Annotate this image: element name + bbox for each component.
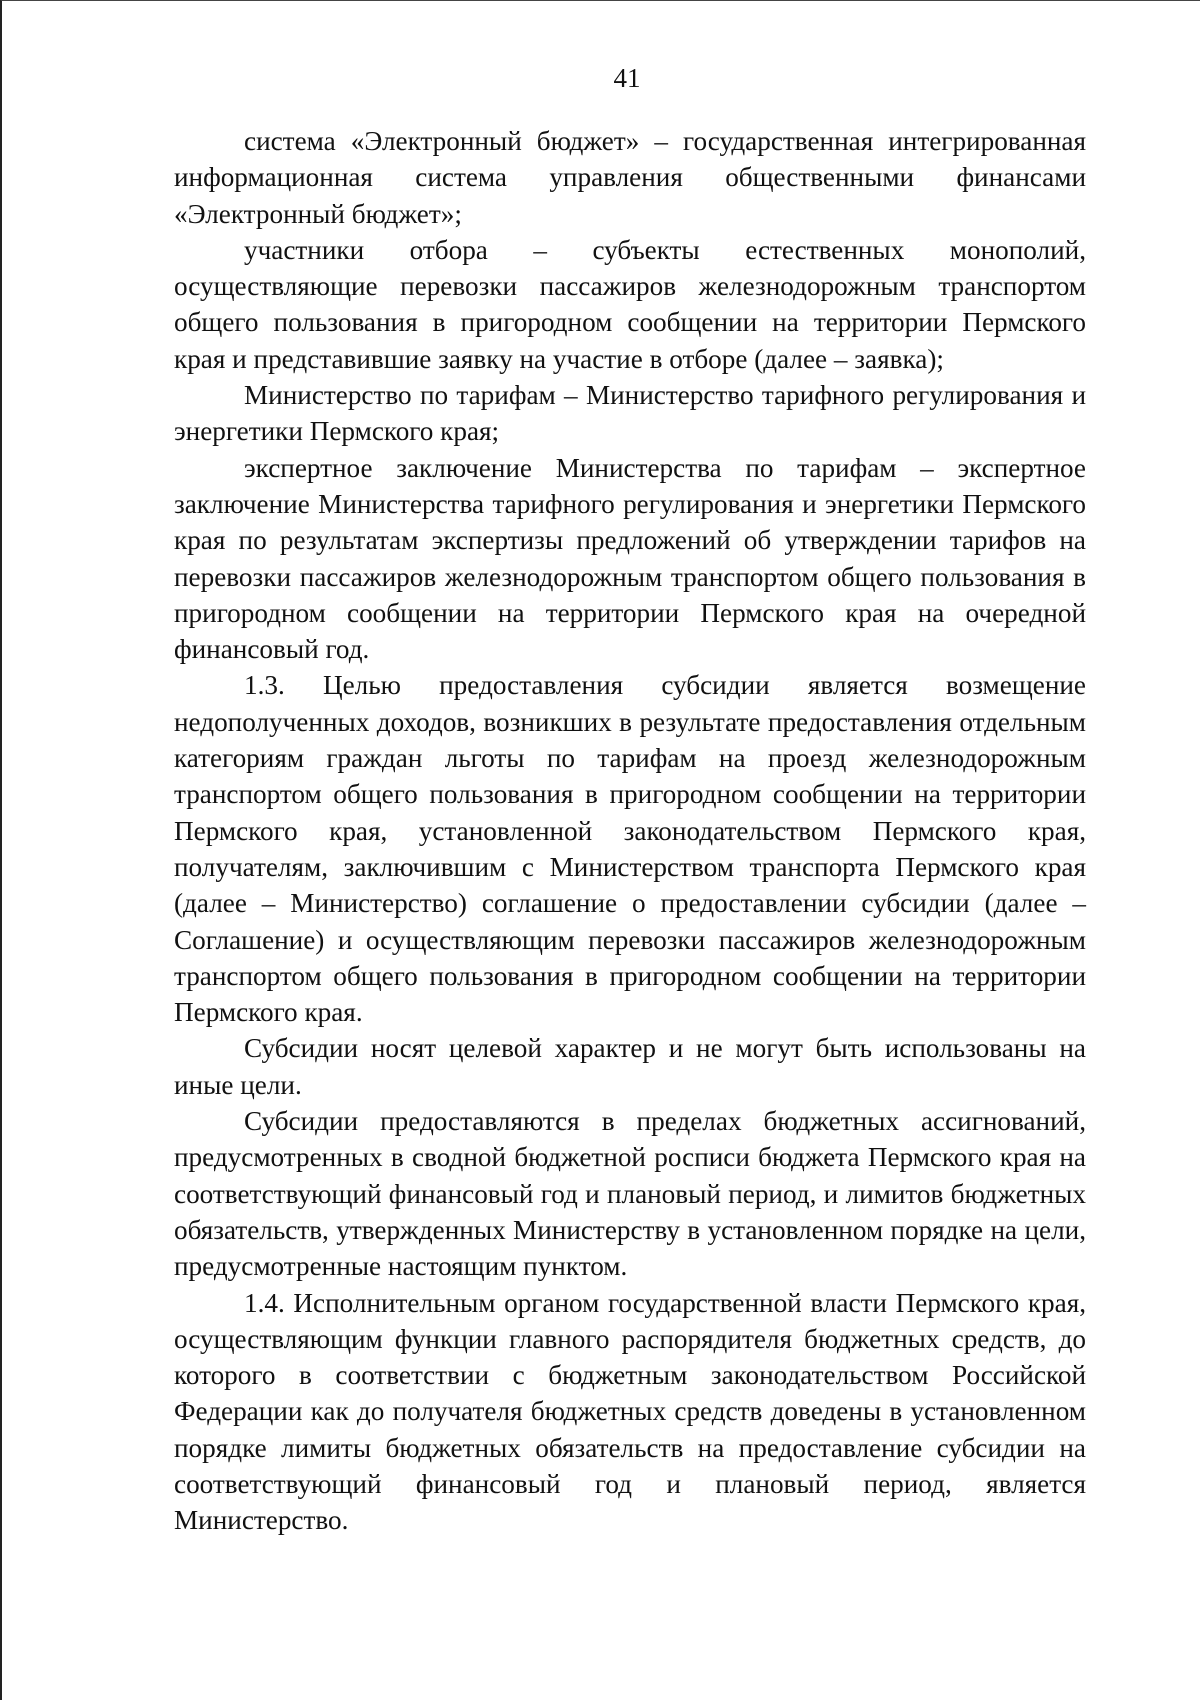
paragraph-expert-conclusion-definition: экспертное заключение Министерства по тарифам – экспертное заключение Министерства тарифного регулирования и энергетики Пермского края по результатам экспертизы предложений об утверждении тарифов на перевозки пассажиров железнодорожным транспортом общего пользования в пригородном сообщении на территории Пермского края на очередной финансовый год. xyxy=(174,452,1086,665)
page-number: 41 xyxy=(613,63,641,93)
document-body xyxy=(174,123,1086,1539)
paragraph-subsidy-targeted-nature: Субсидии носят целевой характер и не могут быть использованы на иные цели. xyxy=(174,1033,1086,1100)
paragraph-section-1-3-subsidy-purpose: 1.3. Целью предоставления субсидии является возмещение недополученных доходов, возникших в результате предоставления отдельным категориям граждан льготы по тарифам на проезд железнодорожным транспортом общего пользования в пригородном сообщении на территории Пермского края, установленной законодательством Пермского края, получателям, заключившим с Министерством транспорта Пермского края (далее – Министерство) соглашение о предоставлении субсидии (далее – Соглашение) и осуществляющим перевозки пассажиров железнодорожным транспортом общего пользования в пригородном сообщении на территории Пермского края. xyxy=(174,670,1086,1028)
paragraph-selection-participants-definition: участники отбора – субъекты естественных монополий, осуществляющие перевозки пассажиров железнодорожным транспортом общего пользования в пригородном сообщении на территории Пермского края и представившие заявку на участие в отборе (далее – заявка); xyxy=(174,234,1086,374)
paragraph-tariff-ministry-definition: Министерство по тарифам – Министерство тарифного регулирования и энергетики Пермского края; xyxy=(174,380,1086,447)
paragraph-section-1-4-budget-administrator: 1.4. Исполнительным органом государственной власти Пермского края, осуществляющим функции главного распорядителя бюджетных средств, до которого в соответствии с бюджетным законодательством Российской Федерации как до получателя бюджетных средств доведены в установленном порядке лимиты бюджетных обязательств на предоставление субсидии на соответствующий финансовый год и плановый период, является Министерство. xyxy=(174,1287,1086,1536)
paragraph-subsidy-budget-limits: Субсидии предоставляются в пределах бюджетных ассигнований, предусмотренных в сводной бюджетной росписи бюджета Пермского края на соответствующий финансовый год и плановый период, и лимитов бюджетных обязательств, утвержденных Министерству в установленном порядке на цели, предусмотренные настоящим пунктом. xyxy=(174,1106,1086,1282)
paragraph-electronic-budget-definition: система «Электронный бюджет» – государственная интегрированная информационная система управления общественными финансами «Электронный бюджет»; xyxy=(174,126,1086,229)
